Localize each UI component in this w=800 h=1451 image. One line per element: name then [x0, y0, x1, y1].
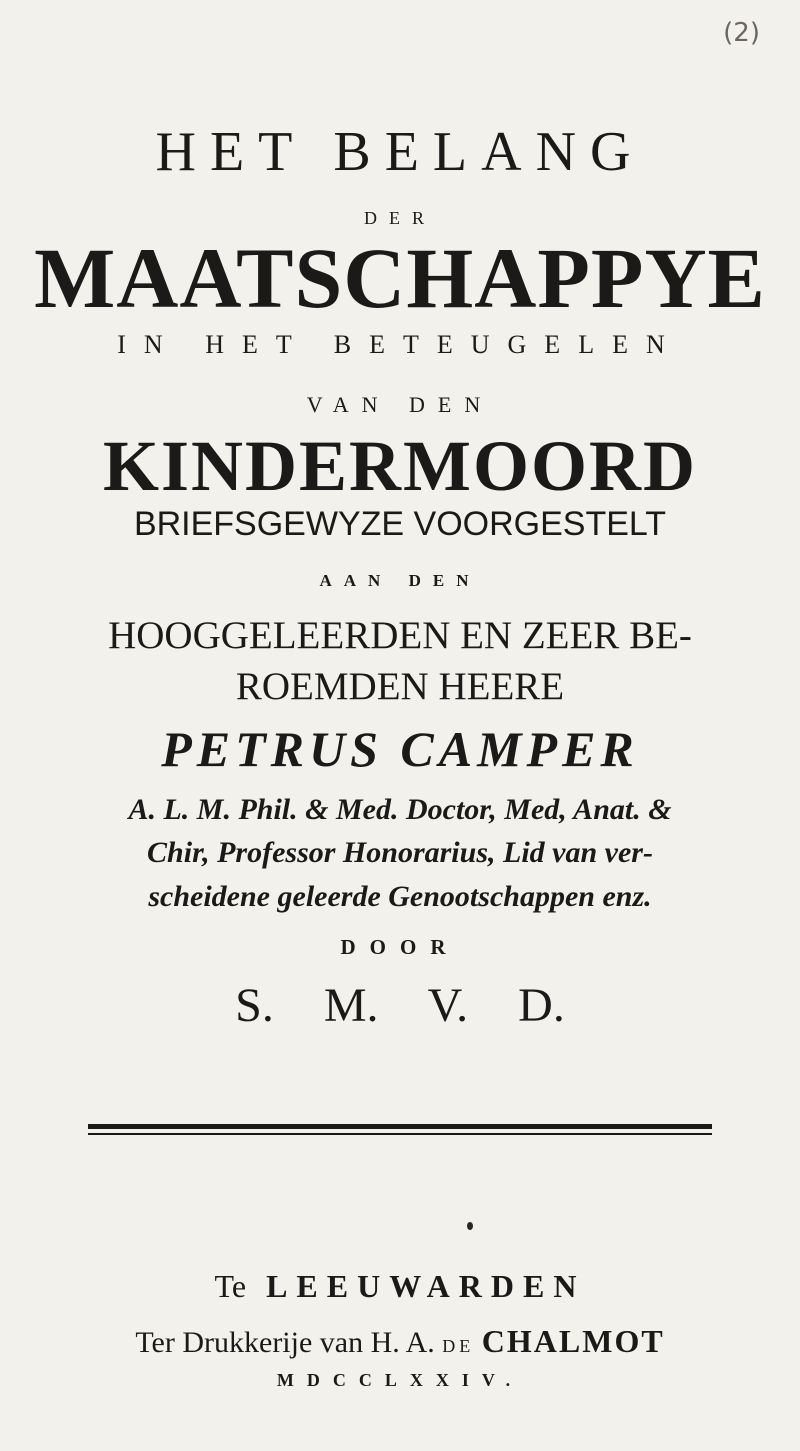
imprint-printer-de: DE	[442, 1336, 475, 1356]
title-line-roemden-heere: ROEMDEN HEERE	[235, 665, 565, 708]
title-line-van-den: VAN DEN	[306, 392, 494, 417]
addressee-credentials-1: A. L. M. Phil. & Med. Doctor, Med, Anat. &	[128, 793, 672, 826]
imprint-printer-name: CHALMOT	[481, 1323, 665, 1359]
addressee-credentials-3: scheidene geleerde Genootschappen enz.	[148, 880, 652, 913]
title-line-aan-den: AAN DEN	[319, 571, 481, 590]
title-line-hooggeleerden: HOOGGELEERDEN EN ZEER BE-	[108, 614, 692, 657]
imprint-year: MDCCLXXIV.	[276, 1370, 524, 1390]
title-line-kindermoord: KINDERMOORD	[103, 426, 697, 506]
imprint-printer	[0, 1323, 800, 1360]
author-initials: S. M. V. D.	[235, 979, 565, 1032]
imprint-place-prefix: Te	[214, 1268, 247, 1304]
imprint-place-name: LEEUWARDEN	[266, 1268, 586, 1304]
addressee-name: PETRUS CAMPER	[161, 721, 639, 777]
ornament-dot	[467, 1222, 473, 1230]
imprint-printer-prefix: Ter Drukkerije van H. A.	[135, 1326, 435, 1359]
divider-rule-thick	[88, 1124, 712, 1129]
title-line-briefsgewyze: BRIEFSGEWYZE VOORGESTELT	[133, 505, 667, 543]
author-by: DOOR	[340, 935, 460, 959]
divider-rule-thin	[88, 1133, 712, 1135]
title-line-het-belang: HET BELANG	[155, 121, 645, 183]
page-number-mark: (2)	[723, 18, 760, 48]
imprint-place	[0, 1268, 800, 1305]
title-line-maatschappye: MAATSCHAPPYE	[34, 230, 766, 326]
title-line-in-het-beteugelen: IN HET BETEUGELEN	[117, 330, 683, 359]
title-line-der: DER	[364, 208, 436, 228]
addressee-credentials-2: Chir, Professor Honorarius, Lid van ver-	[147, 836, 653, 869]
